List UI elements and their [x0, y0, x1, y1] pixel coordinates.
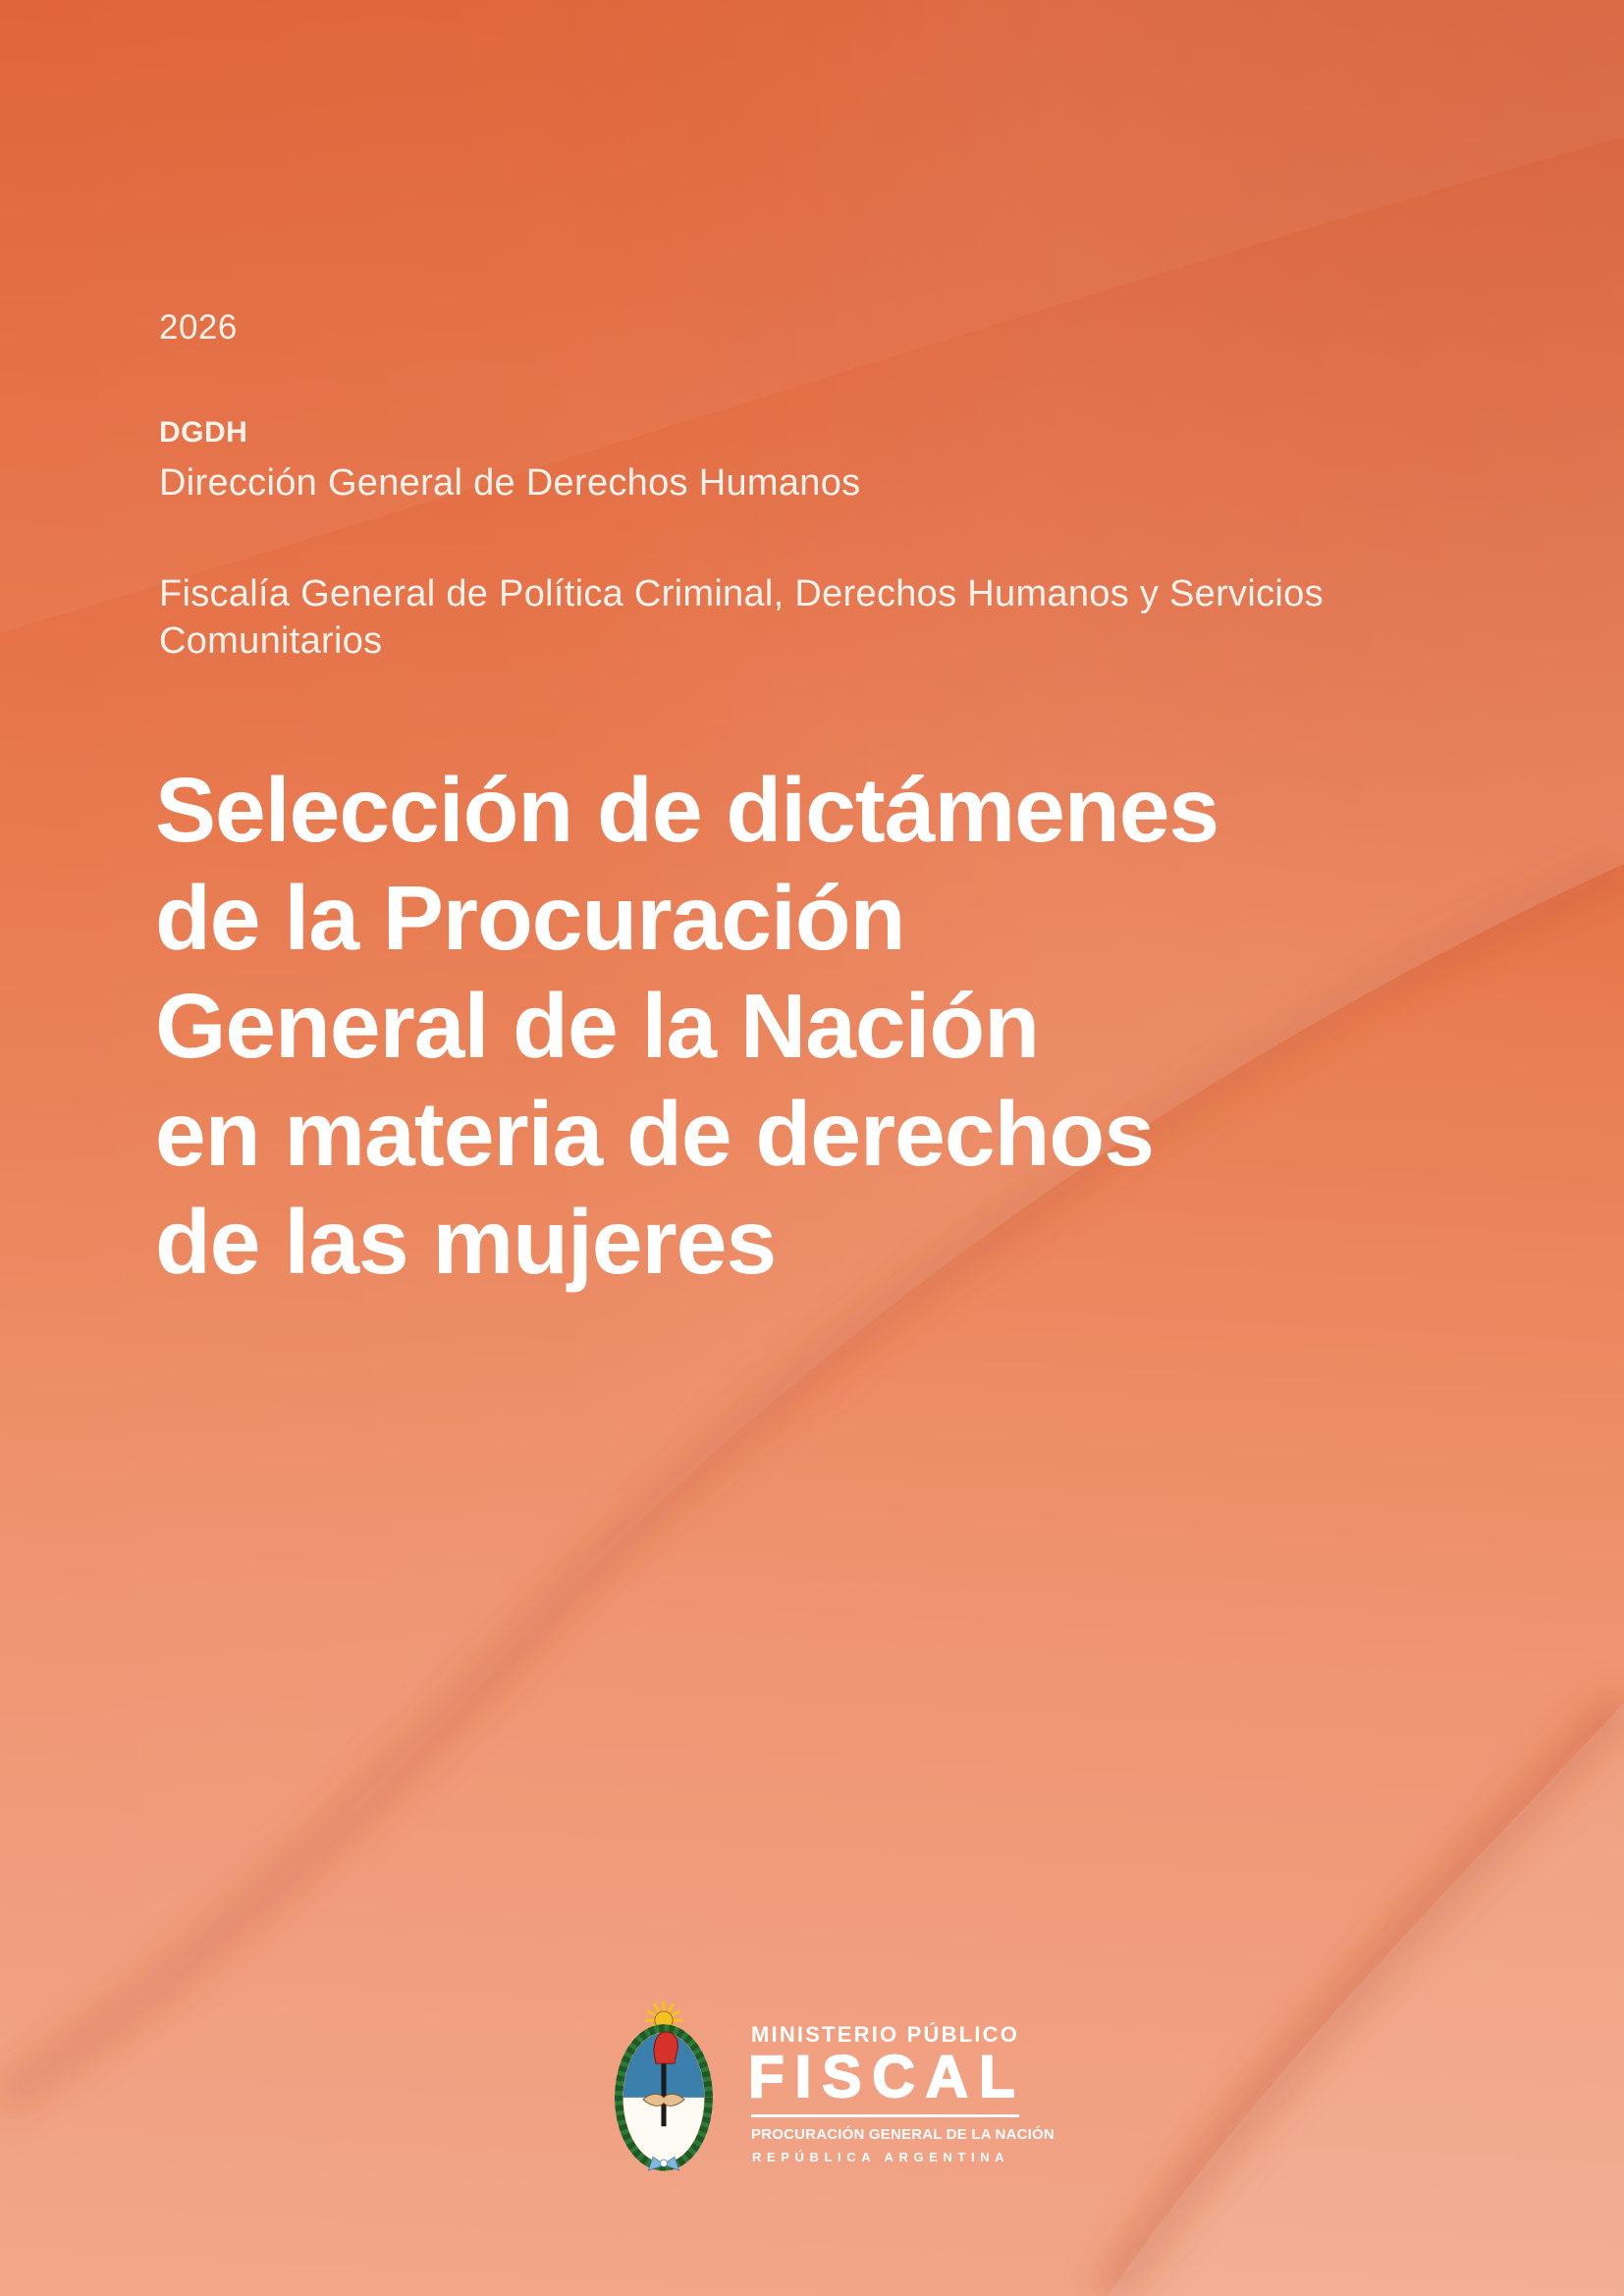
title-line: de las mujeres [155, 1191, 777, 1293]
logo-ministry-label: MINISTERIO PÚBLICO [751, 2022, 1020, 2047]
document-title [155, 756, 1218, 1296]
logo-procuracion-label: PROCURACIÓN GENERAL DE LA NACIÓN [751, 2126, 1055, 2143]
office-name-line-1: Fiscalía General de Política Criminal, Derechos Humanos y Servicios [159, 573, 1324, 614]
org-name: Dirección General de Derechos Humanos [159, 462, 861, 504]
logo-fiscal-wordmark: FISCAL [748, 2044, 1026, 2109]
title-line: Selección de dictámenes [155, 759, 1219, 861]
office-name-line-2: Comunitarios [159, 620, 383, 662]
edition-year: 2026 [159, 308, 238, 347]
logo-republica-label: REPÚBLICA ARGENTINA [752, 2150, 1010, 2164]
title-line: General de la Nación [155, 975, 1040, 1077]
title-line: en materia de derechos [155, 1083, 1154, 1185]
org-acronym: DGDH [159, 416, 248, 449]
title-line: de la Procuración [155, 867, 905, 969]
